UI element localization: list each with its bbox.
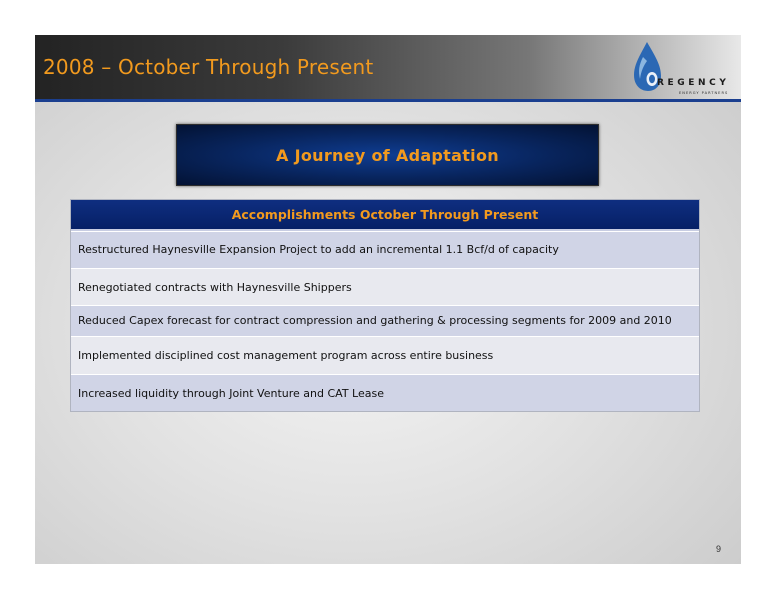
header-rule xyxy=(35,99,741,102)
table-row xyxy=(71,231,699,268)
table-header-label: Accomplishments October Through Present xyxy=(231,207,539,222)
table-header xyxy=(71,200,699,231)
table-row-text: Reduced Capex forecast for contract compression and gathering & processing segments for 2009 and 2010 xyxy=(78,314,672,327)
section-banner xyxy=(176,124,599,186)
table-row xyxy=(71,336,699,374)
banner-title: A Journey of Adaptation xyxy=(276,146,499,165)
table-row-text: Renegotiated contracts with Haynesville Shippers xyxy=(78,281,352,294)
company-logo xyxy=(633,41,733,97)
page-number: 9 xyxy=(716,544,722,554)
table-row-text: Increased liquidity through Joint Venture and CAT Lease xyxy=(78,387,384,400)
slide-title: 2008 – October Through Present xyxy=(43,55,374,79)
table-row xyxy=(71,268,699,305)
logo-subtitle: ENERGY PARTNERS xyxy=(679,91,729,95)
slide xyxy=(35,35,741,564)
table-row xyxy=(71,374,699,411)
table-row xyxy=(71,305,699,336)
logo-wordmark: REGENCY xyxy=(657,78,730,88)
table-row-text: Restructured Haynesville Expansion Project to add an incremental 1.1 Bcf/d of capacity xyxy=(78,243,559,256)
table-row-text: Implemented disciplined cost management program across entire business xyxy=(78,349,494,362)
accomplishments-table xyxy=(70,199,700,412)
